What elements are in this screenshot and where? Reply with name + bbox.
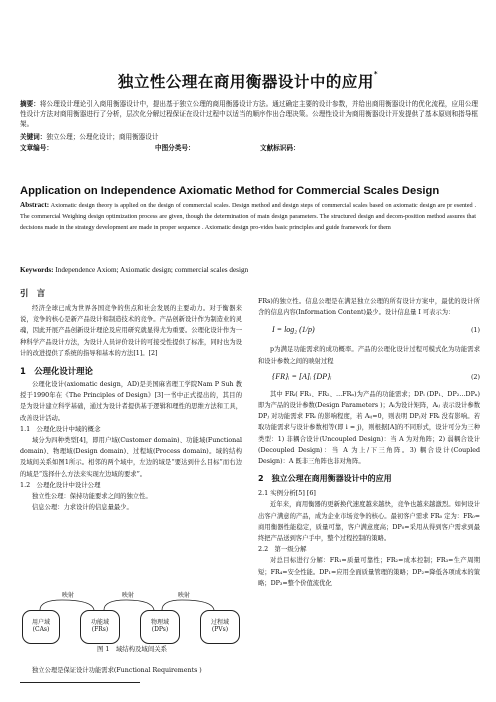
section2-2-paragraph: 对总目标进行分解：FR₁=质量可靠性；FR₂=成本控制；FR₃=生产周期短；FR₄=安全性能。DP₁=应用全面质量管理的策略；DP₂=降低各项成本的策略；DP₃=整个价值流优化	[258, 557, 480, 587]
article-no-label: 文章编号：	[20, 144, 53, 152]
english-keywords-label: Keywords:	[20, 266, 54, 274]
customer-domain-box	[22, 610, 60, 644]
section2-1-heading: 2.1 实例分析[5] [6]	[258, 489, 316, 498]
doc-code-label: 文献标识码：	[260, 144, 300, 152]
abstract-label: 摘要：	[20, 100, 40, 108]
abstract-text: 将公理设计理论引入商用衡器设计中，提出基于独立公理的商用衡器设计方法。通过确定主要的设计参数，并给出商用衡器设计的优化流程，应用公理性设计方法对商用衡器进行了分析，层次化分解过程保证在设计过程中以适当的顺序作出合理决策。公理性设计为商用衡器设计开发提供了基本原则和指导框架。	[20, 100, 479, 129]
physical-domain-box	[140, 610, 180, 644]
english-abstract-label: Abstract:	[20, 201, 50, 209]
section1-heading: 1 公理化设计理论	[20, 366, 93, 377]
footnote-rule	[20, 682, 140, 683]
equation-2-number: (2)	[470, 372, 480, 381]
intro-heading: 引 言	[20, 288, 46, 298]
intro-paragraph: 经济全球已成为世界各国竞争的焦点和社会发展的主要动力。对于衡器来说，竞争的核心是新产品设计和制造技术的竞争。产品创新设计作为制造业的灵魂，因此开展产品创新设计理论及应用研究就显得尤为重要。公理化设计作为一种科学产品设计方法，为设计人员评价设计的可接受性提供了标准，同时也为设计的改进提供了系统的指导和基本的方法[1]。[2]	[20, 305, 242, 357]
left-column	[20, 283, 242, 513]
physical-domain-name: 物理域	[150, 619, 169, 626]
english-keywords	[20, 266, 248, 274]
equation-1-number: (1)	[470, 326, 480, 335]
map-arrow-2	[104, 600, 154, 610]
right-column	[258, 296, 480, 589]
functional-domain-name: 功能域	[90, 619, 109, 626]
map-arrow-3	[162, 600, 214, 610]
equation-2-explanation: 其中 FRᵢ( FR₁、FR₂、…FRₙ)为产品的功能需求；DPᵢ (DP₁、DP₂…DPₙ)即为产品的设计参数(Design Parameters )；Aᵢ为设计矩阵，Aᵢⱼ 表示设计参数 DPⱼ 对功能需求 FRᵢ 的影响程度，若 Aᵢⱼ=0，则表明 DPⱼ对 FRᵢ 没有影响。若取功能需求与设计参数相等(即 i = j)，则根据[A]的不同形式，设计可分为三种类型：1) 非耦合设计(Uncoupled Design)：当 A 为对角阵；2) 弱耦合设计(Decoupled Design)：当 A 为上/下三角阵。3) 耦合设计(Coupled Design)：A 既非三角阵也非对角阵。	[258, 390, 480, 466]
figure-1	[22, 590, 242, 654]
section1-paragraph: 公理化设计(axiomatic design，AD)是美国麻省理工学院Nam P Suh 教授于1990年在《The Principles of Design》[3]一书中正式提出的，其目的是为设计建立科学基础，通过为设计者提供基于逻辑和理性的思维方法和工具，改善设计活动。	[20, 381, 242, 422]
title-text: 独立性公理在商用衡器设计中的应用	[117, 73, 374, 91]
process-domain-sym: (PVs)	[211, 626, 229, 633]
process-domain-name: 过程域	[210, 619, 229, 626]
equation-1-explanation: p为满足功能需求的成功概率。产品的公理化设计过程可模式化为功能需求和设计参数之间的映射过程	[258, 346, 480, 365]
right-top-paragraph: FRs)的独立性。信息公理是在满足独立公理的所有设计方案中，最优的设计所含的信息内容(Information Content)最少。设计信息量 I 可表示为：	[258, 298, 480, 317]
keywords-cn	[20, 132, 158, 142]
section1-1-paragraph: 域分为四种类型[4]，即用户域(Customer domain)、功能域(Functional domain)、物理域(Design domain)、过程域(Process domain)。域的结构及域间关系如图1所示。相邻的两个域中，左边的域是“要达到什么目标”而右边的域是“选择什么方法来实现左边域的要求”。	[20, 437, 242, 478]
paper-title	[0, 70, 496, 92]
figure-1-caption: 图 1 域结构及域间关系	[96, 645, 167, 653]
left-tail-paragraph: 独立公理是保证设计功能需求(Functional Requirements )	[32, 667, 202, 674]
title-footnote-mark: *	[373, 70, 379, 78]
section1-2-heading: 1.2 公理化设计中设计公理	[20, 480, 101, 489]
section2-heading: 2 独立公理在商用衡器设计中的应用	[258, 474, 392, 484]
map-label-3: 映射	[178, 592, 191, 599]
english-title: Application on Independence Axiomatic Method for Commercial Scales Design	[20, 185, 440, 197]
english-abstract-text: Axiomatic design theory is applied on the design of commercial scales. Design method and design steps of commercial scales based on axiomatic design are pr esented . The commercial Weighing design optimization process are given, though the determination of main design parameters. The structured design and decom-position method assures that decisions made in the strategy development are made in proper sequence . Axiomatic design pro-vides basic principles and guide framework for them	[20, 202, 476, 231]
clc-label: 中图分类号：	[155, 144, 195, 152]
english-abstract	[20, 200, 476, 233]
english-keywords-text: Independence Axiom; Axiomatic design; commercial scales design	[55, 266, 249, 274]
map-arrow-1	[40, 600, 94, 610]
information-axiom-text: 信息公理：力求设计的信息量最少。	[32, 504, 133, 512]
equation-2-body: {FR}ᵢ = [A]ᵢ {DP}ᵢ	[272, 371, 332, 381]
section2-2-heading: 2.2 第一级分解	[258, 545, 307, 554]
abstract-cn	[20, 99, 478, 130]
customer-domain-sym: (CAs)	[32, 626, 50, 633]
keywords-text: 独立公理；公理化设计；商用衡器设计	[46, 133, 159, 141]
equation-1-body: I = log₂ (1/p)	[272, 325, 315, 335]
map-label-2: 映射	[122, 592, 135, 599]
article-meta	[20, 143, 480, 153]
customer-domain-name: 用户域	[31, 619, 50, 626]
equation-2	[258, 367, 480, 389]
functional-domain-box	[80, 610, 120, 644]
equation-1	[258, 318, 480, 344]
section1-1-heading: 1.1 公理化设计中域的概念	[20, 424, 101, 433]
section2-1-paragraph: 近年来，商用衡器的更新换代速度越来越快，竞争也越来越激烈。如何设计出客户满意的产品，成为企业市场竞争的核心。最初客户需求 FR₀ 定为：FR₀=商用衡器性能稳定，质量可靠，客户满意度高；DP₀=采用从得到客户需求到最终把产品送到客户手中，整个过程控制的策略。	[258, 501, 480, 543]
keywords-label: 关键词：	[20, 133, 47, 141]
physical-domain-sym: (DPs)	[151, 626, 169, 633]
independence-axiom-text: 独立性公理：保持功能要求之间的独立性。	[32, 493, 152, 501]
map-label-1: 映射	[62, 592, 75, 599]
process-domain-box	[200, 610, 240, 644]
functional-domain-sym: (FRs)	[91, 626, 109, 633]
